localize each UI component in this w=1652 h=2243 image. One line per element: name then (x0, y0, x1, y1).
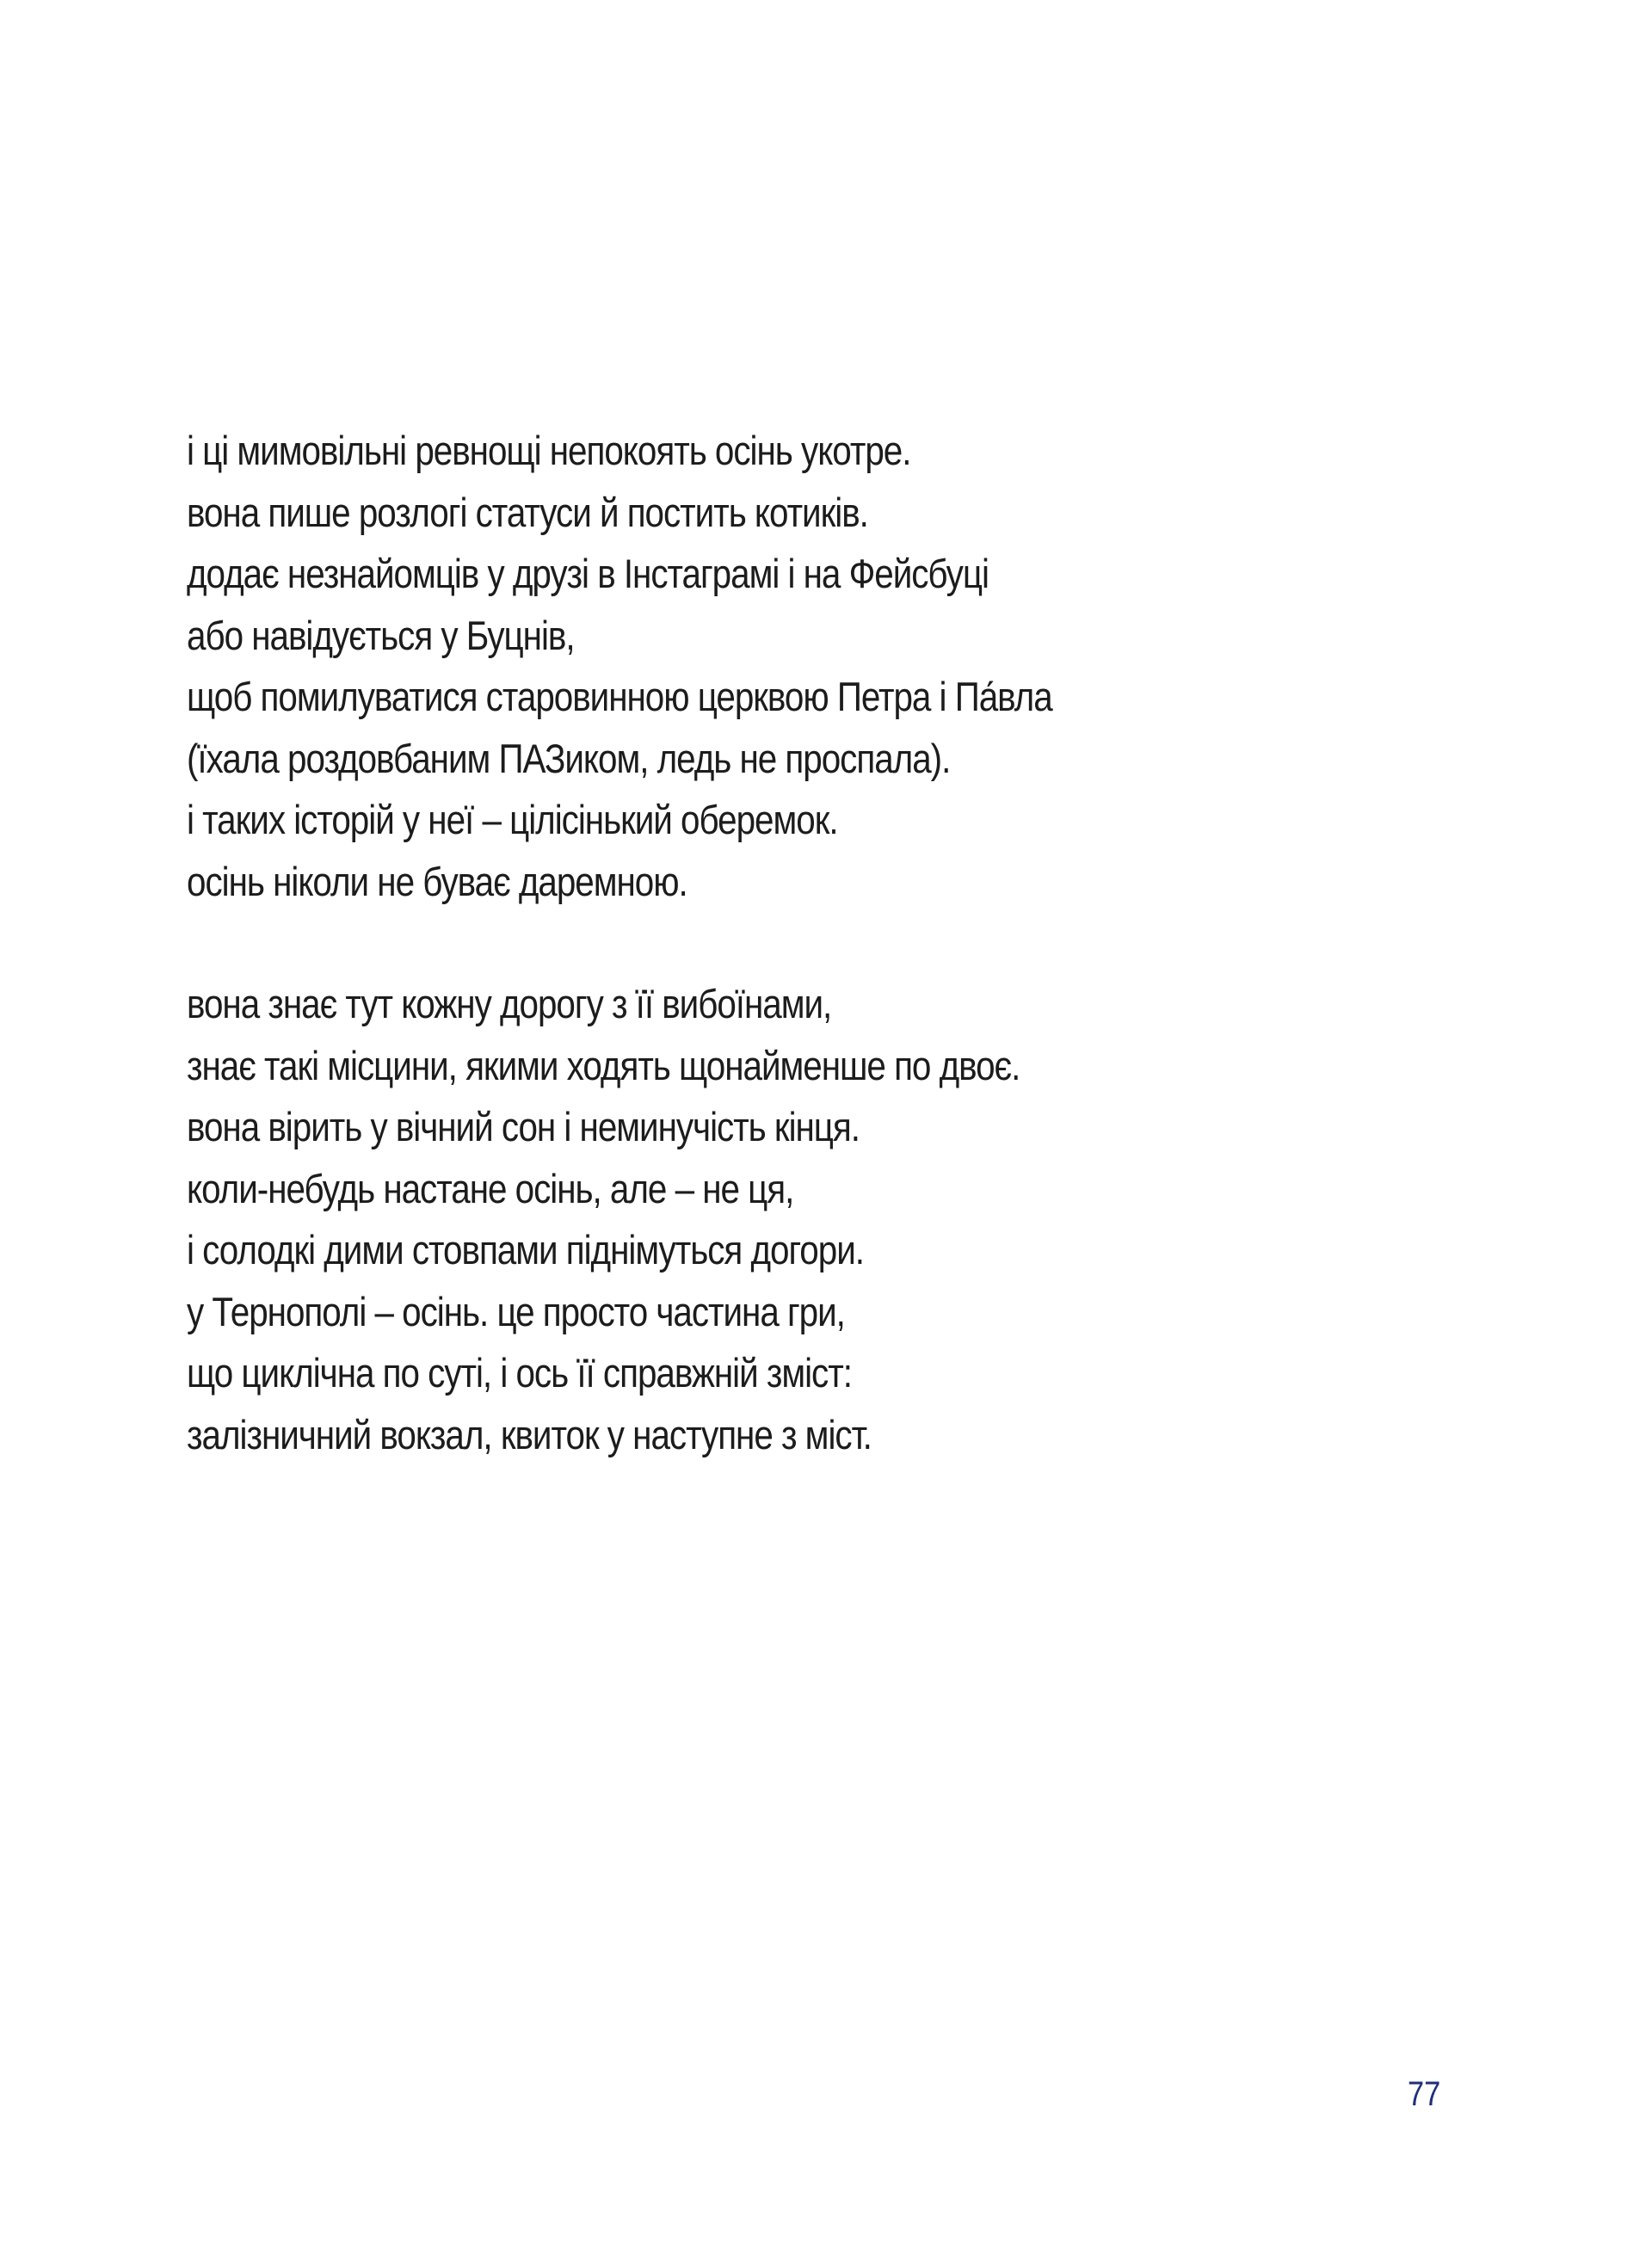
poem-line: осінь ніколи не буває даремною. (187, 858, 687, 904)
poem-line: (їхала роздовбаним ПАЗиком, ледь не проспала). (187, 735, 951, 781)
poem-line: у Тернополі – осінь. це просто частина гри, (187, 1288, 845, 1334)
poem-line: і солодкі дими стовпами піднімуться догори. (187, 1227, 864, 1272)
poem-line: що циклічна по суті, і ось її справжній зміст: (187, 1350, 852, 1396)
stanza-1 (187, 420, 1477, 912)
poem-line: додає незнайомців у друзі в Інстаграмі і на Фейсбуці (187, 551, 989, 596)
poem-line: і ці мимовільні ревнощі непокоять осінь укотре. (187, 428, 911, 473)
stanza-2 (187, 973, 1477, 1465)
poem-line: вона пише розлогі статуси й постить котиків. (187, 489, 868, 535)
poem-line: коли-небудь настане осінь, але – не ця, (187, 1165, 794, 1211)
poem-line: або навідується у Буцнів, (187, 612, 575, 658)
poem-line: залізничний вокзал, квиток у наступне з міст. (187, 1411, 872, 1457)
poem-body (187, 420, 1477, 1465)
poem-line: вона вірить у вічний сон і неминучість кінця. (187, 1104, 860, 1149)
page-number: 77 (1408, 2075, 1441, 2113)
poem-line: знає такі місцини, якими ходять щонайменше по двоє. (187, 1042, 1020, 1088)
poem-line: вона знає тут кожну дорогу з її вибоїнами, (187, 981, 832, 1026)
poem-line: щоб помилуватися старовинною церквою Петра і Па́вла (187, 674, 1052, 719)
poem-line: і таких історій у неї – цілісінький оберемок. (187, 797, 838, 842)
